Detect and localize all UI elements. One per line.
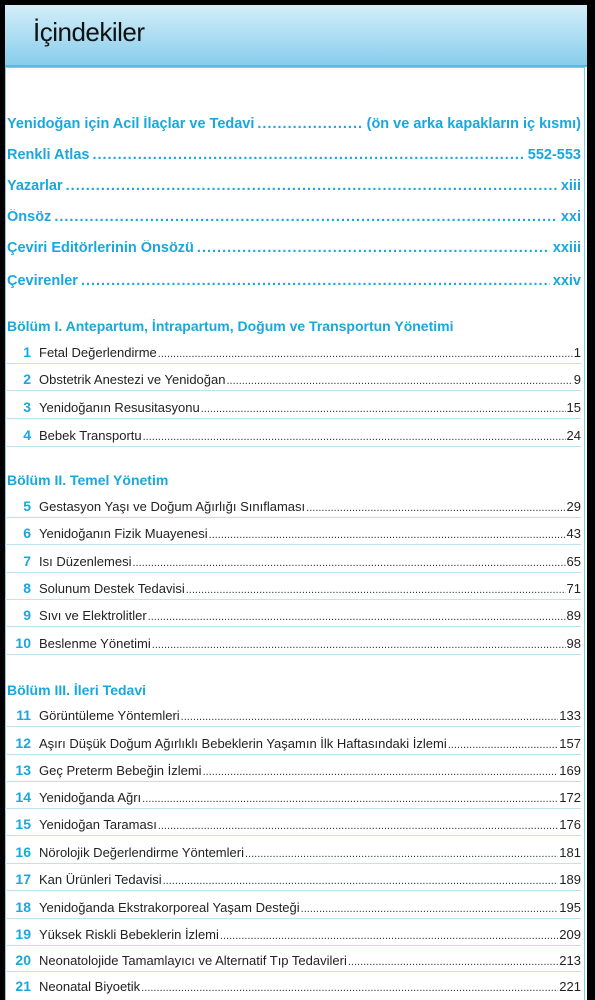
front-matter-page: xiii: [560, 178, 581, 194]
chapter-number: 4: [23, 427, 31, 443]
chapter-number: 16: [15, 844, 31, 860]
leader-dots: [142, 793, 558, 805]
chapter-row[interactable]: [5, 580, 581, 600]
row-divider: [5, 726, 581, 727]
chapter-number: 5: [23, 498, 31, 514]
leader-dots: [209, 529, 566, 541]
leader-dots: [245, 848, 558, 860]
front-matter-item[interactable]: [7, 240, 581, 262]
front-matter-item[interactable]: [7, 209, 581, 231]
chapter-number: 21: [15, 978, 31, 994]
front-matter-label: Yazarlar: [7, 178, 63, 194]
chapter-page: 169: [559, 763, 581, 778]
chapter-number: 6: [23, 525, 31, 541]
row-divider: [5, 599, 581, 600]
chapter-page: 71: [566, 581, 581, 596]
chapter-title: Yüksek Riskli Bebeklerin İzlemi: [39, 927, 219, 942]
chapter-title: Fetal Değerlendirme: [39, 345, 157, 360]
chapter-number: 19: [15, 926, 31, 942]
row-divider: [5, 945, 581, 946]
chapter-title: Yenidoğan Taraması: [39, 817, 157, 832]
leader-dots: [181, 711, 559, 723]
chapter-row[interactable]: [5, 978, 581, 998]
page-title: İçindekiler: [33, 17, 145, 47]
front-matter-page: xxi: [560, 209, 581, 225]
chapter-page: 65: [566, 554, 581, 569]
chapter-page: 15: [566, 400, 581, 415]
chapter-title: Nörolojik Değerlendirme Yöntemleri: [39, 845, 244, 860]
chapter-page: 29: [566, 499, 581, 514]
leader-dots: [220, 930, 558, 942]
chapter-row[interactable]: [5, 498, 581, 518]
chapter-title: Sıvı ve Elektrolitler: [39, 608, 147, 623]
row-divider: [5, 363, 581, 364]
chapter-number: 20: [15, 952, 31, 968]
chapter-row[interactable]: [5, 607, 581, 627]
chapter-page: 98: [566, 636, 581, 651]
chapter-title: Gestasyon Yaşı ve Doğum Ağırlığı Sınıflaması: [39, 499, 306, 514]
chapter-row[interactable]: [5, 525, 581, 545]
chapter-page: 1: [573, 345, 581, 360]
leader-dots: [301, 903, 559, 915]
chapter-title: Yenidoğanda Ağrı: [39, 790, 142, 805]
chapter-page: 195: [559, 900, 581, 915]
chapter-number: 1: [23, 344, 31, 360]
chapter-title: Geç Preterm Bebeğin İzlemi: [39, 763, 202, 778]
chapter-page: 209: [559, 927, 581, 942]
chapter-row[interactable]: [5, 952, 581, 972]
front-matter-item[interactable]: [7, 178, 581, 200]
chapter-title: Neonatal Biyoetik: [39, 979, 141, 994]
leader-dots: [92, 147, 524, 163]
chapter-row[interactable]: [5, 399, 581, 419]
front-matter-page: xxiii: [552, 240, 581, 256]
front-matter-page: xxiv: [552, 273, 581, 289]
row-divider: [5, 835, 581, 836]
front-matter-label: Çevirenler: [7, 273, 78, 289]
row-divider: [5, 390, 581, 391]
chapter-title: Görüntüleme Yöntemleri: [39, 708, 180, 723]
leader-dots: [197, 240, 550, 256]
chapter-row[interactable]: [5, 371, 581, 391]
leader-dots: [158, 348, 573, 360]
chapter-title: Beslenme Yönetimi: [39, 636, 151, 651]
leader-dots: [81, 273, 550, 289]
chapter-number: 18: [15, 899, 31, 915]
front-matter-label: Önsöz: [7, 209, 52, 225]
toc-page: [5, 5, 587, 1000]
chapter-row[interactable]: [5, 735, 581, 755]
leader-dots: [158, 820, 558, 832]
front-matter-page: 552-553: [527, 147, 581, 163]
leader-dots: [163, 875, 559, 887]
chapter-page: 172: [559, 790, 581, 805]
chapter-number: 2: [23, 371, 31, 387]
chapter-row[interactable]: [5, 871, 581, 891]
leader-dots: [448, 739, 559, 751]
chapter-page: 133: [559, 708, 581, 723]
chapter-title: Obstetrik Anestezi ve Yenidoğan: [39, 372, 226, 387]
chapter-number: 9: [23, 607, 31, 623]
front-matter-item[interactable]: [7, 147, 581, 169]
row-divider: [5, 446, 581, 447]
chapter-number: 17: [15, 871, 31, 887]
chapter-page: 189: [559, 872, 581, 887]
leader-dots: [306, 502, 565, 514]
leader-dots: [148, 611, 566, 623]
front-matter-item[interactable]: [7, 273, 581, 295]
row-divider: [5, 754, 581, 755]
leader-dots: [141, 982, 558, 994]
row-divider: [5, 890, 581, 891]
front-matter-page: (ön ve arka kapakların iç kısmı): [366, 116, 581, 132]
chapter-page: 89: [566, 608, 581, 623]
section-heading: Bölüm II. Temel Yönetim: [7, 472, 169, 488]
chapter-number: 15: [15, 816, 31, 832]
leader-dots: [257, 116, 363, 132]
chapter-title: Yenidoğanın Resusitasyonu: [39, 400, 200, 415]
chapter-row[interactable]: [5, 344, 581, 364]
chapter-page: 213: [559, 953, 581, 968]
chapter-number: 3: [23, 399, 31, 415]
row-divider: [5, 654, 581, 655]
chapter-page: 24: [566, 428, 581, 443]
leader-dots: [152, 639, 566, 651]
chapter-page: 9: [573, 372, 581, 387]
chapter-title: Kan Ürünleri Tedavisi: [39, 872, 162, 887]
leader-dots: [226, 375, 572, 387]
chapter-row[interactable]: [5, 789, 581, 809]
row-divider: [5, 517, 581, 518]
row-divider: [5, 808, 581, 809]
chapter-row[interactable]: [5, 762, 581, 782]
section-heading: Bölüm III. İleri Tedavi: [7, 682, 146, 698]
chapter-number: 14: [15, 789, 31, 805]
chapter-page: 43: [566, 526, 581, 541]
section-heading: Bölüm I. Antepartum, İntrapartum, Doğum ve Transportun Yönetimi: [7, 318, 454, 334]
chapter-page: 157: [559, 736, 581, 751]
chapter-number: 12: [15, 735, 31, 751]
leader-dots: [201, 403, 566, 415]
leader-dots: [54, 209, 558, 225]
row-divider: [5, 863, 581, 864]
chapter-title: Neonatolojide Tamamlayıcı ve Alternatif Tıp Tedavileri: [39, 953, 347, 968]
front-matter-item[interactable]: [7, 116, 581, 138]
chapter-title: Yenidoğanın Fizik Muayenesi: [39, 526, 208, 541]
chapter-title: Solunum Destek Tedavisi: [39, 581, 185, 596]
chapter-page: 176: [559, 817, 581, 832]
leader-dots: [143, 431, 566, 443]
chapter-row[interactable]: [5, 635, 581, 655]
chapter-number: 11: [16, 707, 31, 723]
row-divider: [5, 418, 581, 419]
chapter-row[interactable]: [5, 553, 581, 573]
leader-dots: [203, 766, 559, 778]
leader-dots: [132, 557, 565, 569]
chapter-number: 13: [15, 762, 31, 778]
chapter-page: 221: [559, 979, 581, 994]
chapter-row[interactable]: [5, 926, 581, 946]
row-divider: [5, 971, 581, 972]
chapter-page: 181: [559, 845, 581, 860]
chapter-title: Yenidoğanda Ekstrakorporeal Yaşam Desteği: [39, 900, 300, 915]
leader-dots: [186, 584, 566, 596]
chapter-row[interactable]: [5, 844, 581, 864]
row-divider: [5, 544, 581, 545]
chapter-number: 8: [23, 580, 31, 596]
row-divider: [5, 572, 581, 573]
leader-dots: [66, 178, 558, 194]
chapter-title: Isı Düzenlemesi: [39, 554, 132, 569]
front-matter-label: Yenidoğan için Acil İlaçlar ve Tedavi: [7, 116, 255, 132]
row-divider: [5, 626, 581, 627]
chapter-row[interactable]: [5, 427, 581, 447]
row-divider: [5, 781, 581, 782]
chapter-title: Aşırı Düşük Doğum Ağırlıklı Bebeklerin Yaşamın İlk Haftasındaki İzlemi: [39, 736, 447, 751]
front-matter-label: Renkli Atlas: [7, 147, 90, 163]
front-matter-label: Çeviri Editörlerinin Önsözü: [7, 240, 194, 256]
chapter-title: Bebek Transportu: [39, 428, 142, 443]
row-divider: [5, 918, 581, 919]
header-banner: [5, 5, 587, 65]
chapter-row[interactable]: [5, 707, 581, 727]
chapter-number: 10: [15, 635, 31, 651]
chapter-number: 7: [23, 553, 31, 569]
chapter-row[interactable]: [5, 899, 581, 919]
leader-dots: [348, 956, 558, 968]
chapter-row[interactable]: [5, 816, 581, 836]
